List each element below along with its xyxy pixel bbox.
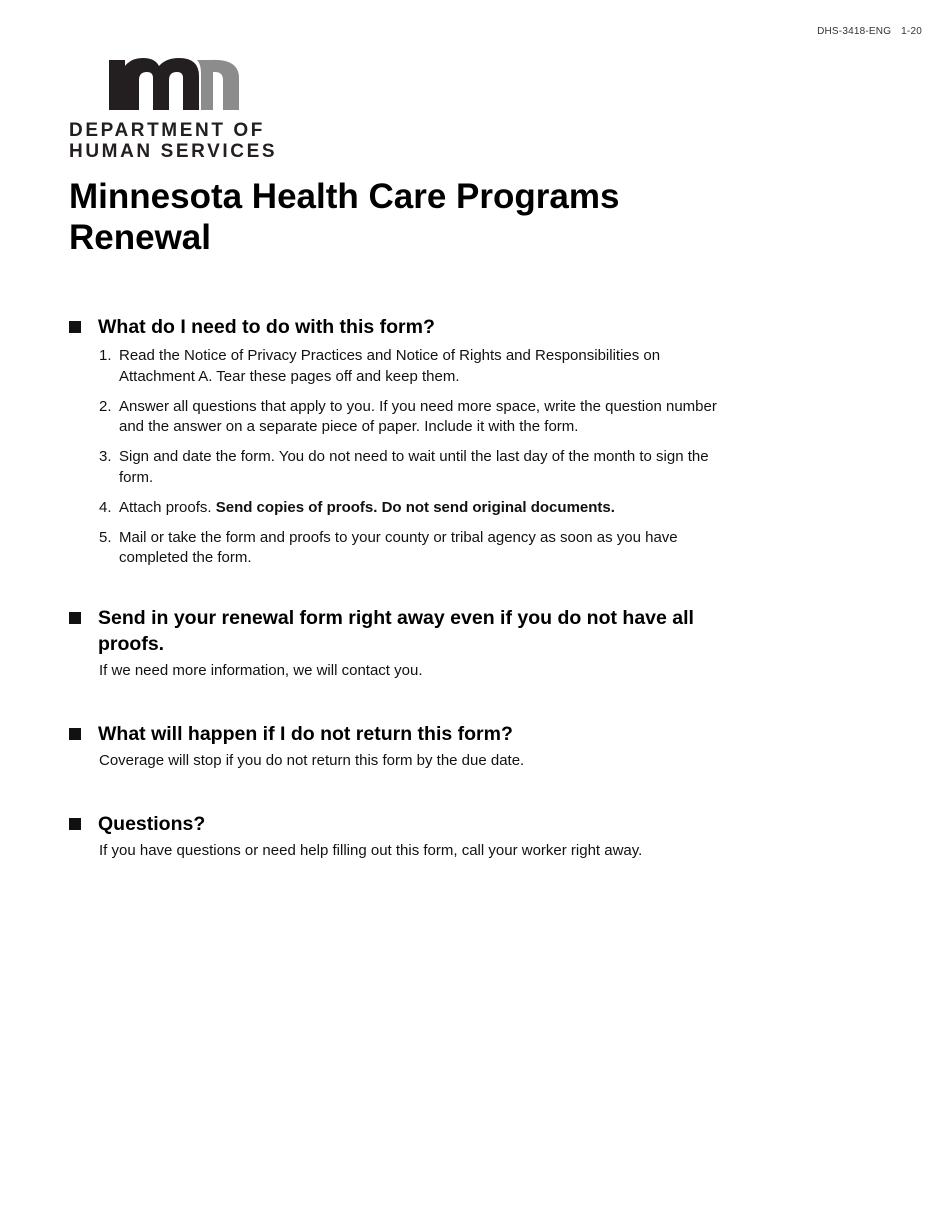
step-text-main: Sign and date the form. You do not need to wait until the last day of the month to sign the form. — [119, 448, 709, 486]
step-text-main: Read the Notice of Privacy Practices and Notice of Rights and Responsibilities on Attachment A. Tear these pages off and keep them. — [119, 347, 661, 385]
step-text — [119, 498, 729, 519]
instruction-list — [99, 346, 729, 569]
step-number: 4. — [99, 498, 112, 516]
section-heading — [69, 721, 729, 747]
section-heading-text: Send in your renewal form right away even if you do not have all proofs. — [98, 607, 694, 655]
form-date: 1-20 — [901, 26, 922, 37]
form-identifier — [817, 26, 922, 37]
step-number: 5. — [99, 528, 112, 546]
section-body: Coverage will stop if you do not return this form by the due date. — [99, 752, 525, 769]
step-text-main: Attach proofs. — [119, 498, 216, 516]
mn-logo-icon — [109, 54, 239, 110]
section-heading-text: What will happen if I do not return this form? — [98, 723, 513, 745]
square-bullet-icon — [69, 321, 81, 333]
department-line-1: DEPARTMENT OF — [69, 120, 265, 141]
section-heading-text: Questions? — [98, 813, 206, 835]
step-text — [119, 346, 729, 387]
step-text — [119, 447, 729, 488]
section-heading — [69, 811, 729, 837]
step-number: 3. — [99, 448, 112, 465]
section-questions — [69, 811, 729, 861]
step-number: 1. — [99, 347, 112, 364]
department-line-2: HUMAN SERVICES — [69, 141, 278, 162]
step-number: 2. — [99, 397, 112, 415]
logo-n-shape — [197, 60, 239, 110]
dhs-logo — [69, 54, 284, 162]
step-text — [119, 397, 729, 438]
list-item — [99, 498, 729, 519]
step-text-main: Mail or take the form and proofs to your county or tribal agency as soon as you have completed the form. — [119, 528, 678, 566]
section-not-returned — [69, 721, 729, 771]
list-item — [99, 528, 729, 569]
section-heading — [69, 605, 729, 657]
list-item — [99, 447, 729, 488]
list-item — [99, 346, 729, 387]
page-title: Minnesota Health Care Programs Renewal — [69, 177, 620, 257]
section-send-right-away — [69, 605, 729, 681]
list-item — [99, 397, 729, 438]
square-bullet-icon — [69, 728, 81, 740]
section-heading-text: What do I need to do with this form? — [98, 316, 435, 338]
step-text — [119, 528, 729, 569]
square-bullet-icon — [69, 612, 81, 624]
step-text-main: Answer all questions that apply to you. If you need more space, write the question number and the answer on a separate piece of paper. Include it with the form. — [119, 397, 717, 435]
section-instructions — [69, 314, 729, 578]
form-code: DHS-3418-ENG — [817, 26, 892, 37]
department-name — [69, 120, 284, 162]
logo-m-shape — [109, 58, 199, 110]
section-body: If we need more information, we will contact you. — [99, 662, 423, 679]
section-heading — [69, 314, 729, 340]
section-body: If you have questions or need help filling out this form, call your worker right away. — [99, 842, 643, 859]
square-bullet-icon — [69, 818, 81, 830]
step-text-bold: Send copies of proofs. Do not send original documents. — [215, 498, 615, 516]
